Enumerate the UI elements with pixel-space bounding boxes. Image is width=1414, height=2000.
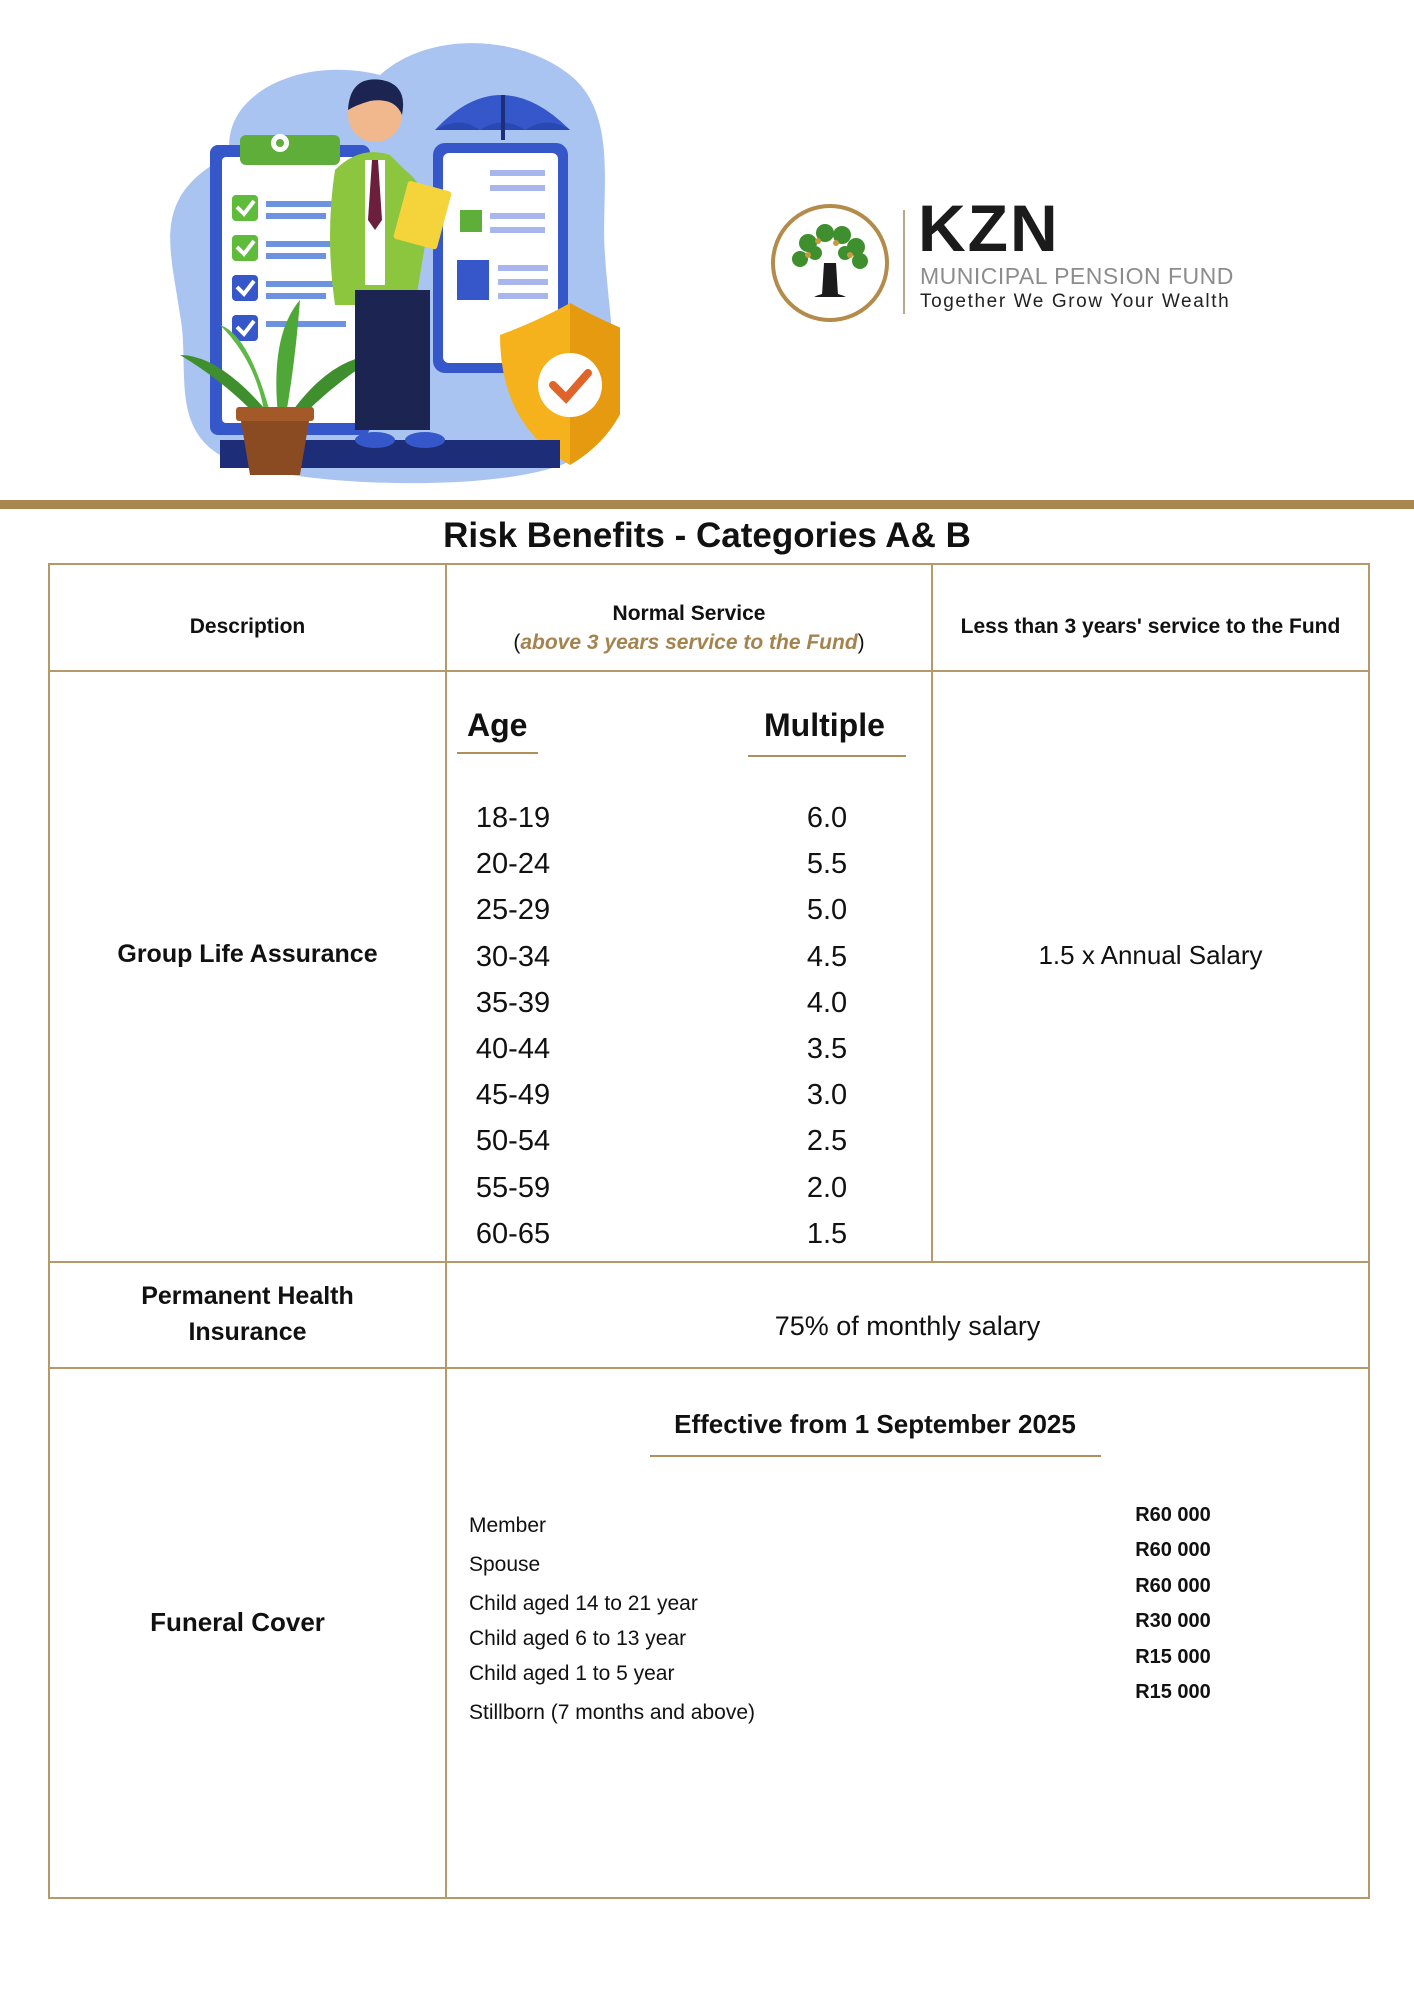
age-multiple: 3.5 bbox=[806, 1033, 848, 1065]
age-range: 50-54 bbox=[475, 1125, 551, 1158]
funeral-amount: R15 000 bbox=[1135, 1681, 1211, 1703]
header-rule bbox=[0, 500, 1414, 509]
age-multiple: 4.0 bbox=[806, 986, 848, 1019]
age-multiple: 5.5 bbox=[806, 848, 848, 881]
permanent-health-label-line1: Permanent Health bbox=[141, 1282, 354, 1310]
permanent-health-label bbox=[50, 1278, 445, 1350]
fund-logo-icon bbox=[770, 203, 890, 323]
permanent-health-label-line2: Insurance bbox=[188, 1318, 307, 1346]
funeral-amount: R60 000 bbox=[1135, 1574, 1211, 1597]
permanent-health-value: 75% of monthly salary bbox=[774, 1311, 1041, 1341]
funeral-cover-label: Funeral Cover bbox=[150, 1607, 325, 1637]
header-less-than-3-years: Less than 3 years' service to the Fund bbox=[960, 615, 1341, 638]
age-range: 18-19 bbox=[475, 802, 551, 834]
logo-divider bbox=[903, 210, 905, 314]
funeral-item: Child aged 14 to 21 year bbox=[469, 1592, 698, 1615]
age-multiple: 2.0 bbox=[806, 1171, 848, 1204]
age-range: 25-29 bbox=[475, 894, 551, 927]
funeral-amount: R60 000 bbox=[1135, 1504, 1211, 1526]
logo-wordmark: KZN bbox=[918, 191, 1060, 265]
note-text: above 3 years service to the Fund bbox=[520, 631, 858, 654]
funeral-item: Member bbox=[469, 1514, 547, 1537]
multiple-header-underline bbox=[748, 755, 906, 757]
note-close-paren: ) bbox=[857, 631, 865, 654]
age-range: 20-24 bbox=[475, 848, 551, 881]
effective-date-underline bbox=[650, 1455, 1101, 1457]
page-title: Risk Benefits - Categories A& B bbox=[443, 516, 971, 555]
funeral-amount: R30 000 bbox=[1135, 1610, 1211, 1633]
funeral-item: Child aged 1 to 5 year bbox=[469, 1662, 675, 1685]
age-header-underline bbox=[457, 752, 538, 754]
age-range: 35-39 bbox=[475, 986, 551, 1019]
age-multiple: 2.5 bbox=[806, 1125, 848, 1158]
age-range: 45-49 bbox=[475, 1079, 551, 1112]
funeral-item: Spouse bbox=[469, 1553, 541, 1576]
age-multiple: 4.5 bbox=[806, 940, 848, 973]
age-column-header: Age bbox=[467, 707, 528, 743]
logo-subtitle: MUNICIPAL PENSION FUND bbox=[920, 263, 1234, 289]
effective-date: Effective from 1 September 2025 bbox=[674, 1409, 1076, 1439]
logo-tagline: Together We Grow Your Wealth bbox=[920, 291, 1231, 312]
multiple-column-header: Multiple bbox=[764, 707, 885, 743]
insurance-illustration bbox=[160, 35, 620, 485]
header-normal-service: Normal Service bbox=[612, 602, 766, 625]
note-open-paren: ( bbox=[513, 631, 521, 654]
funeral-item: Child aged 6 to 13 year bbox=[469, 1627, 687, 1650]
header-description: Description bbox=[189, 615, 306, 638]
age-multiple: 1.5 bbox=[806, 1217, 848, 1250]
funeral-amount: R60 000 bbox=[1135, 1539, 1211, 1562]
age-range: 60-65 bbox=[475, 1217, 551, 1250]
header-normal-service-note bbox=[447, 631, 931, 655]
age-multiple: 6.0 bbox=[806, 802, 848, 834]
less-than-value: 1.5 x Annual Salary bbox=[1038, 940, 1263, 970]
age-range: 55-59 bbox=[475, 1171, 551, 1204]
age-multiple: 3.0 bbox=[806, 1079, 848, 1112]
group-life-label: Group Life Assurance bbox=[117, 940, 378, 968]
age-range: 30-34 bbox=[475, 940, 551, 973]
age-range: 40-44 bbox=[475, 1033, 551, 1065]
age-multiple: 5.0 bbox=[806, 894, 848, 927]
funeral-item: Stillborn (7 months and above) bbox=[469, 1701, 755, 1724]
funeral-amount: R15 000 bbox=[1135, 1645, 1211, 1668]
